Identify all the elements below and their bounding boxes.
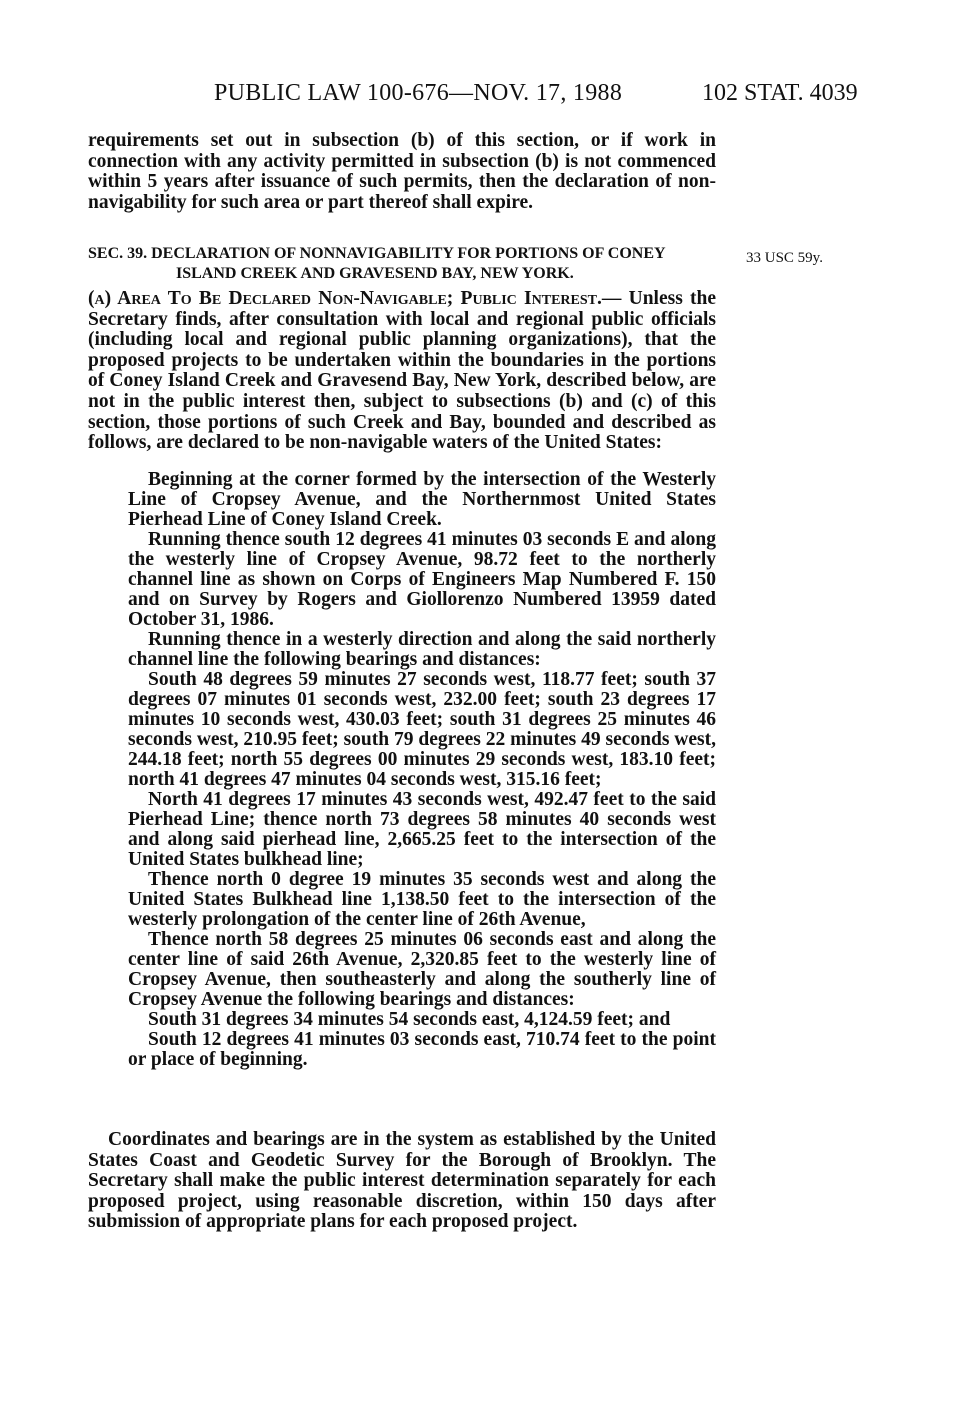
closing-paragraph — [88, 1130, 716, 1233]
section-title-line2: ISLAND CREEK AND GRAVESEND BAY, NEW YORK. — [176, 265, 574, 282]
boundary-paragraph: South 31 degrees 34 minutes 54 seconds east, 4,124.59 feet; and — [148, 1009, 671, 1030]
boundary-paragraph: Running thence in a westerly direction and along the said northerly channel line the following bearings and distances: — [128, 629, 716, 670]
boundary-paragraph: South 48 degrees 59 minutes 27 seconds west, 118.77 feet; south 37 degrees 07 minutes 01 seconds west, 232.00 feet; south 23 degrees 17 minutes 10 seconds west, 430.03 feet; south 31 degrees 25 minutes 46 seconds west, 210.95 feet; south 79 degrees 22 minutes 49 seconds west, 244.18 feet; north 55 degrees 00 minutes 29 seconds west, 183.10 feet; north 41 degrees 47 minutes 04 seconds west, 315.16 feet; — [128, 669, 716, 790]
boundary-paragraph: Running thence south 12 degrees 41 minutes 03 seconds E and along the westerly line of Cropsey Avenue, 98.72 feet to the northerly channel line as shown on Corps of Engineers Map Numbered F. 150 and on Survey by Rogers and Giollorenzo Numbered 13959 dated October 31, 1986. — [128, 529, 716, 630]
boundary-description — [128, 470, 716, 1070]
running-head: PUBLIC LAW 100-676—NOV. 17, 1988 — [214, 80, 623, 106]
boundary-paragraph: Thence north 58 degrees 25 minutes 06 seconds east and along the center line of said 26th Avenue, 2,320.85 feet to the westerly line of Cropsey Avenue, then southeasterly and along the southerly line of Cropsey Avenue the following bearings and distances: — [128, 929, 716, 1010]
boundary-paragraph: North 41 degrees 17 minutes 43 seconds west, 492.47 feet to the said Pierhead Line; thence north 73 degrees 58 minutes 40 seconds west and along said pierhead line, 2,665.25 feet to the intersection of the United States bulkhead line; — [128, 789, 716, 870]
closing-text: Coordinates and bearings are in the system as established by the United States Coast and Geodetic Survey for the Borough of Brooklyn. The Secretary shall make the public interest determination separately for each proposed project, using reasonable discretion, within 150 days after submission of appropriate plans for each proposed project. — [88, 1129, 716, 1233]
boundary-paragraph: Thence north 0 degree 19 minutes 35 seconds west and along the United States Bulkhead line 1,138.50 feet to the intersection of the westerly prolongation of the center line of 26th Avenue, — [128, 869, 716, 930]
section-heading — [88, 244, 716, 284]
subsection-a-heading: (a) Area To Be Declared Non-Navigable; Public Interest.— — [88, 288, 622, 309]
section-number: SEC. 39. — [88, 245, 148, 262]
subsection-a-text: Unless the Secretary finds, after consultation with local and regional public officials (including local and regional public planning organizations), that the proposed projects to be undertaken within the boundaries in the portions of Coney Island Creek and Gravesend Bay, New York, described below, are not in the public interest then, subject to subsections (b) and (c) of this section, those portions of such Creek and Bay, bounded and described as follows, are declared to be non-navigable waters of the United States: — [88, 288, 717, 454]
statute-page-number: 102 STAT. 4039 — [702, 80, 858, 106]
continuation-paragraph: requirements set out in subsection (b) of this section, or if work in connection with any activity permitted in subsection (b) is not commenced within 5 years after issuance of such permits, then the declaration of non-navigability for such area or part thereof shall expire. — [88, 130, 716, 213]
boundary-paragraph: South 12 degrees 41 minutes 03 seconds east, 710.74 feet to the point or place of beginning. — [128, 1029, 716, 1070]
boundary-paragraph: Beginning at the corner formed by the intersection of the Westerly Line of Cropsey Avenue, and the Northernmost United States Pierhead Line of Coney Island Creek. — [128, 469, 716, 530]
section-title-line1: DECLARATION OF NONNAVIGABILITY FOR PORTIONS OF CONEY — [151, 245, 666, 262]
subsection-a — [88, 289, 716, 454]
margin-citation: 33 USC 59y. — [746, 250, 823, 266]
